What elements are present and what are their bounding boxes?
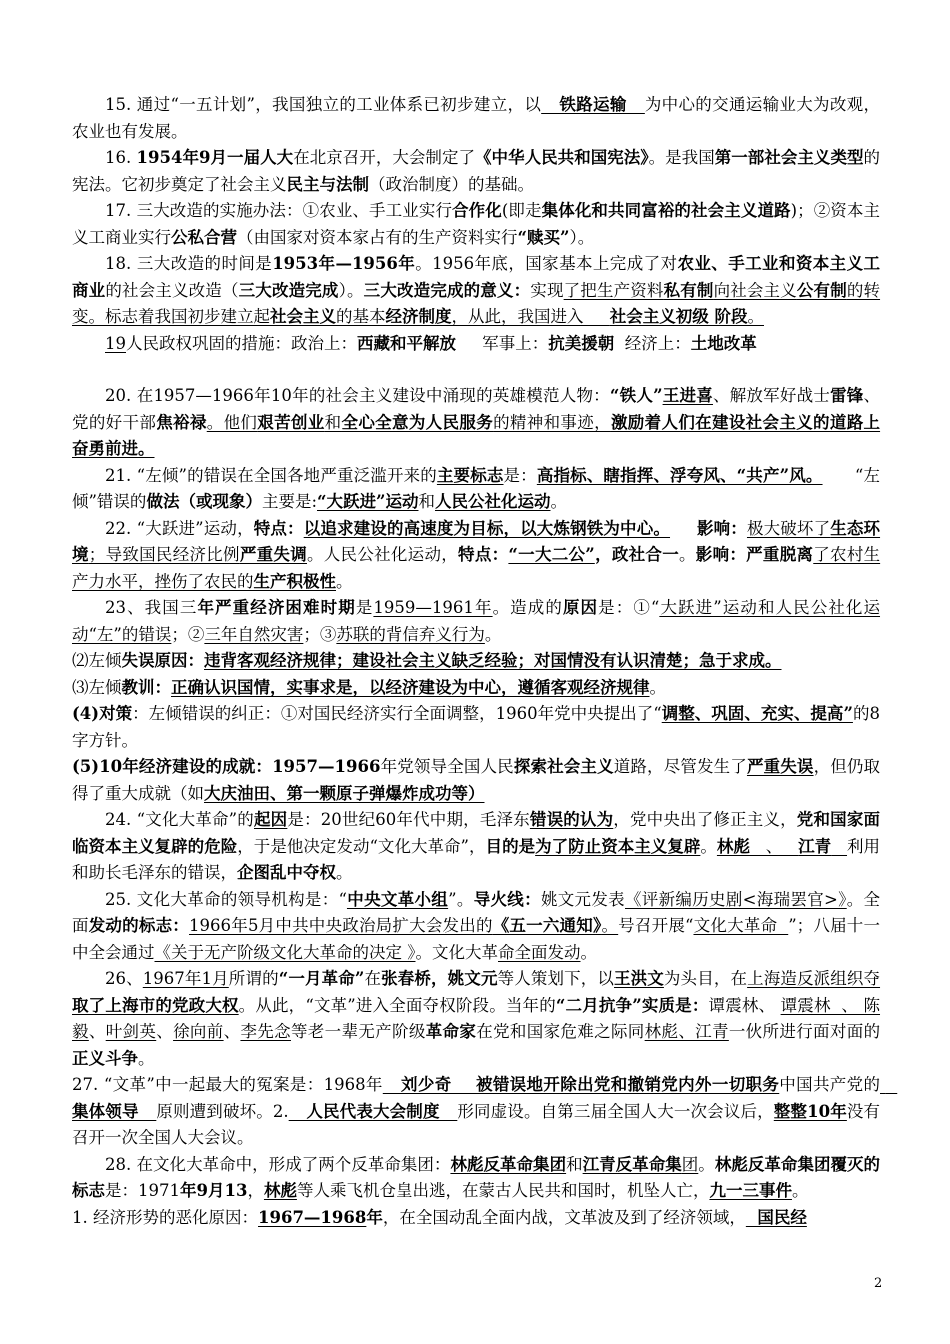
text-run: 是：1971 [105, 1181, 180, 1200]
text-run: 三大改造完成的意义： [363, 280, 531, 300]
text-run: 林彪 [716, 836, 750, 856]
text-run: 三年自然灾害 [204, 624, 304, 644]
text-run: 21. “左倾”的错误在全国各地严重泛滥开来的 [105, 465, 437, 485]
text-run: ，于是他决定发动“文化大革命”， [237, 836, 486, 856]
text-run: 人民代表大会制度 [288, 1101, 458, 1121]
text-run: “大跃进”运动 [317, 492, 419, 511]
text-run: 社会主义初级 阶段 [609, 307, 748, 326]
text-run: 。 [138, 1048, 155, 1068]
text-run: 做法（或现象） [146, 492, 262, 511]
text-run: 苏联的背信弃义行为 [336, 624, 485, 644]
paragraph-p23c [72, 675, 880, 702]
text-run: 、解放军好战士 [712, 386, 831, 405]
text-run: 影响：严重脱离 [695, 545, 814, 564]
text-run: 、党的好干部 [72, 386, 881, 432]
text-run: (即走 [501, 201, 542, 220]
text-run: 的基本 [336, 307, 386, 326]
text-run: 。全面 [72, 889, 881, 935]
paragraph-p23b [72, 648, 880, 675]
text-run: 所谓的 [228, 969, 279, 988]
text-run: 铁路运输 [541, 95, 645, 114]
text-run: ，在全国动乱全面内战，文革波及到了经济领域， [382, 1207, 746, 1227]
text-run: 王洪文 [614, 969, 664, 988]
text-run: 以追求建设的高速度为目标，以大炼钢铁为中心。 [303, 518, 671, 538]
text-run: 人民政权巩固的措施：政治上： [126, 333, 357, 353]
text-run: 林彪反革命集团 [450, 1154, 567, 1174]
text-run: 焦裕禄 [156, 412, 207, 432]
text-run: 、 [88, 1022, 106, 1041]
paragraph-p19 [72, 331, 880, 358]
text-run: 团 [681, 1154, 699, 1174]
text-run: 土地改革 [690, 333, 757, 353]
text-run: 是 [355, 598, 374, 617]
text-run: 和 [324, 412, 342, 432]
text-run: 。造成的 [492, 598, 563, 617]
text-run: 全心全意为人民服务 [341, 412, 494, 432]
text-run: 20. 在1957—1966年10年的社会主义建设中涌现的英雄模范人物： [105, 386, 610, 405]
text-run: 23、我国三 [105, 598, 198, 617]
text-run: 抗美援朝 [548, 333, 615, 353]
text-run: 合作化 [452, 201, 502, 220]
text-run: 。 [550, 492, 567, 511]
text-run: 28. 在文化大革命中，形成了两个反革命集团： [105, 1154, 451, 1174]
text-run: 的转变。标志着我国初步建立起 [72, 280, 881, 326]
text-run: 严重失误 [746, 757, 814, 776]
paragraph-p21 [72, 463, 880, 516]
text-run: 年严重经济困难时期 [197, 598, 356, 617]
text-run: 人民公社化运动 [434, 492, 551, 511]
text-run: 18. 三大改造的时间是 [105, 254, 273, 273]
text-run: ）。 [338, 280, 364, 300]
text-run: 原因 [562, 598, 599, 617]
text-run: （政治制度）的基础。 [369, 174, 534, 194]
text-run: 。人民公社化运动， [306, 545, 459, 564]
text-run: 为头目，在 [663, 969, 748, 988]
text-run: 。 [700, 836, 717, 856]
text-run: 等人策划下，以 [497, 969, 615, 988]
text-run: 主要标志 [436, 465, 504, 485]
text-run: 1967—1968 [258, 1207, 367, 1227]
text-run: ，从此，我国进入 [451, 307, 610, 326]
text-run: 江青反革命集 [582, 1154, 682, 1174]
text-run: 调整、巩固、充实、提高” [661, 704, 853, 723]
text-run: 和 [418, 492, 435, 511]
text-run: 17. 三大改造的实施办法：①农业、手工业实行 [105, 201, 453, 220]
text-run: 。 [747, 307, 764, 326]
text-run: 生产积极性 [253, 571, 336, 591]
text-run: 特点： [458, 545, 509, 564]
text-run: 道路，尽管发生了 [613, 757, 747, 776]
text-run: （由国家对资本家占有的生产资料实行 [237, 227, 518, 247]
text-run: 雷锋 [830, 386, 864, 405]
text-run: 发动的标志： [88, 916, 190, 935]
text-run: 起因 [253, 810, 288, 829]
paragraph-p23 [72, 595, 880, 648]
text-run: 社会主义 [270, 307, 336, 326]
text-run: 李先念 [240, 1022, 291, 1041]
text-run: ；导致国民经济比例 [88, 545, 240, 564]
text-run: 革命家 [425, 1022, 477, 1041]
text-run: 极大破坏了 [746, 518, 831, 538]
text-run: 。从此，“文革”进入全面夺权阶段。当年的 [238, 995, 556, 1015]
text-run: 1953年—1956年 [272, 254, 416, 273]
text-run: 在党和国家危难之际同 [476, 1022, 645, 1041]
paragraph-p29 [72, 1205, 880, 1232]
text-run: 的宪法。它初步奠定了社会主义 [72, 148, 881, 194]
text-run: 。1956年底，国家基本上完成了对 [415, 254, 678, 273]
text-run: 探索社会主义 [513, 757, 614, 776]
text-run: 私有制 [663, 280, 714, 300]
text-run: (5)10年经济建设的成就： [72, 757, 273, 776]
text-run: 。是我国 [648, 148, 715, 167]
text-run: 农业、手工业和资本主义工商业 [72, 254, 880, 300]
text-run: 特点： [253, 518, 304, 538]
paragraph-p23d [72, 701, 880, 754]
text-run: 上海造反派组织夺 [747, 969, 881, 988]
text-run: 失误原因： [121, 651, 204, 670]
paragraph-p17 [72, 198, 880, 251]
paragraph-p16 [72, 145, 880, 198]
text-run: 正义斗争 [72, 1048, 138, 1068]
text-run: 利用和助长毛泽东的错误， [72, 836, 881, 882]
text-run [831, 837, 847, 856]
text-run: 企图乱中夺权 [237, 863, 336, 882]
text-run: ⑵左倾 [72, 651, 122, 670]
text-run: 1. 经济形势的恶化原因： [72, 1207, 258, 1227]
text-run: 民主与法制 [286, 174, 369, 194]
text-run: 谭震林 、 陈毅 [72, 995, 881, 1041]
text-run: 实现 [530, 280, 564, 300]
text-run: “一大二公” [508, 545, 595, 564]
text-run: 整整10年 [773, 1101, 847, 1121]
text-run: 为了防止资本主义复辟 [535, 836, 701, 856]
text-run: 国民经 [745, 1207, 807, 1227]
text-run: )；②资本主义工商业实行 [72, 201, 881, 247]
text-run: 了农村生产力水平，挫伤了农民的 [72, 545, 881, 591]
text-run: 经济上： [614, 333, 691, 353]
text-run: “赎买” [517, 227, 570, 247]
text-run: 1959—1961年 [373, 598, 493, 617]
text-run: 大跃进”运动和人民公社化运动“左”的错误 [72, 598, 881, 644]
text-run: 一伙所进行面对面的 [728, 1022, 881, 1041]
text-run: 林彪、江青 [644, 1022, 729, 1041]
paragraph-p27 [72, 1072, 898, 1152]
text-run: 在 [364, 969, 382, 988]
paragraph-p26 [72, 966, 880, 1072]
paragraph-p22 [72, 516, 880, 596]
text-run: 导火线： [473, 889, 541, 909]
text-run: 刘少奇 被错误地开除出党和撤销党内外一切职务 [382, 1075, 780, 1094]
text-run: 目的是 [485, 836, 536, 856]
text-run: 中央文革小组 [346, 889, 449, 909]
text-run: 25. 文化大革命的领导机构是：“ [105, 889, 347, 909]
text-run: 公有制 [796, 280, 847, 300]
text-run: 错误的认为 [529, 810, 614, 829]
text-run: 。 [601, 916, 619, 935]
text-run: ”。 [448, 889, 474, 909]
text-run: ，政社合一 [594, 545, 679, 564]
text-run: 为中心的交通运输业大为改观，农业也有发展。 [72, 95, 881, 141]
text-run: 《中华人民共和国宪法》 [475, 148, 649, 167]
text-run: ，但仍取得了重大成就（如 [72, 757, 881, 803]
text-run: 《评新编历史剧<海瑞罢官>》 [625, 889, 847, 909]
text-run: 高指标、瞎指挥、浮夸风、“共产”风。 [536, 465, 823, 485]
text-run: 27. “文革”中一起最大的冤案是：1968年 [72, 1075, 383, 1094]
text-run: “二月抗争”实质是： [555, 995, 709, 1015]
text-run: 。 [336, 863, 353, 882]
text-run: 1957—1966 [272, 757, 381, 776]
text-run: (4)对策 [72, 704, 133, 723]
text-run: 集体化和共同富裕的社会主义道路 [541, 201, 791, 220]
text-run: 取了上海市的党政大权 [72, 995, 239, 1015]
text-run: 是：20世纪60年代中期，毛泽东 [287, 810, 530, 829]
text-run: 。他们 [206, 412, 258, 432]
text-run: 26、 [105, 969, 143, 988]
text-run: 西藏和平解放 [357, 333, 456, 353]
text-run: 的社会主义改造（ [105, 280, 239, 300]
text-run: 命全面发动 [498, 942, 581, 962]
text-run: 。 [336, 571, 353, 591]
paragraph-p20 [72, 383, 880, 463]
text-run: 王进喜 [662, 386, 713, 405]
text-run: 1966年5月中共中央政治局扩大会发出的 [189, 916, 493, 935]
text-run: 。 [484, 624, 502, 644]
text-run: 生态环境 [72, 518, 881, 564]
text-run: ”；八届十一中全会通过 [72, 916, 881, 962]
text-run: 姚文元发表 [540, 889, 625, 909]
text-run: 了把生产资料 [563, 280, 664, 300]
text-run: 军事上： [456, 333, 549, 353]
text-run: 。 [580, 942, 597, 962]
text-run: 22. “大跃进”运动， [105, 518, 254, 538]
text-run: 向社会主义 [713, 280, 797, 300]
text-run: 影响： [697, 518, 747, 538]
text-run: 是：①“ [598, 598, 660, 617]
text-run: 年 [366, 1207, 383, 1227]
text-run: 激励着人们在建设社会主义的道路上奋勇前进。 [72, 412, 881, 458]
text-run: 文化大革命 [693, 916, 789, 935]
text-run: “一月革命” [278, 969, 365, 988]
text-run: 等人乘飞机仓皇出逃，在蒙古人民共和国时，机坠人亡， [296, 1181, 710, 1200]
text-run: 徐向前 [173, 1022, 224, 1041]
text-run: 等老一辈无产阶级 [290, 1022, 426, 1041]
text-run: 党和国家面临资本主义复辟的危险 [72, 810, 881, 856]
text-run: 严重失调 [239, 545, 307, 564]
paragraph-p15 [72, 92, 880, 145]
paragraph-p23e [72, 754, 880, 807]
text-run: 违背客观经济规律；建设社会主义缺乏经验；对国情没有认识清楚；急于求成。 [204, 651, 782, 670]
text-run: 1954年9月一届人大 [136, 148, 294, 167]
text-run: ⑶左倾 [72, 677, 122, 697]
text-run: ，党中央出了修正主义， [613, 810, 797, 829]
text-run: 第一部社会主义类型 [714, 148, 864, 167]
document-body [72, 92, 898, 1231]
text-run: 《关于无产阶级文化大革命的决定 》 [154, 942, 416, 962]
text-run: 大庆油田、第一颗原子弹爆炸成功等） [204, 783, 485, 803]
text-run: “左倾”错误的 [72, 465, 881, 511]
text-run: “铁人” [609, 386, 663, 405]
text-run: ；② [171, 624, 205, 644]
text-run: ）。 [569, 227, 595, 247]
text-run: ：左倾错误的纠正：①对国民经济实行全面调整，1960年党中央提出了“ [132, 704, 662, 723]
text-run: 15. 通过“一五计划”，我国独立的工业体系已初步建立，以 [105, 95, 542, 114]
text-run: 《五一六通知》 [492, 916, 602, 935]
text-run: ；③ [303, 624, 337, 644]
text-run: 年党领导全国人民 [380, 757, 514, 776]
text-run: 年9月13 [180, 1181, 248, 1200]
text-run: 经济制度 [385, 307, 452, 326]
text-run: 没有召开一次全国人大会议。 [72, 1101, 881, 1147]
text-run: 公私合营 [171, 227, 237, 247]
text-run: ， [247, 1181, 264, 1200]
text-run [670, 519, 697, 538]
text-run: 。 [678, 545, 696, 564]
text-run: 。 [698, 1154, 715, 1174]
paragraph-p24 [72, 807, 880, 887]
page-number: 2 [874, 1276, 883, 1291]
text-run: 江青 [798, 836, 832, 856]
text-run: 九一三事件 [709, 1181, 792, 1200]
text-run: 1967年1月 [142, 969, 229, 988]
text-run: 是： [503, 465, 537, 485]
text-run: 原则遭到破坏。2. [156, 1101, 289, 1121]
text-run: 16. [105, 148, 137, 167]
text-run: 林彪 [263, 1181, 297, 1200]
text-run: 集体领导 [72, 1075, 898, 1121]
text-run: 。 [649, 677, 666, 697]
text-run: 、 [749, 836, 799, 856]
text-run: 正确认识国情，实事求是，以经济建设为中心，遵循客观经济规律 [171, 677, 650, 697]
text-run: 谭震林、 [708, 995, 781, 1015]
text-run: 、 [223, 1022, 241, 1041]
text-run: 三大改造完成 [238, 280, 339, 300]
text-run: 。文化大革 [415, 942, 498, 962]
text-run: 张春桥，姚文元 [381, 969, 498, 988]
text-run: 24. “文化大革命”的 [105, 810, 254, 829]
text-run: 的精神和事迹， [493, 412, 611, 432]
text-run: 林彪反革命集团覆灭的标志 [72, 1154, 881, 1200]
paragraph-p25 [72, 887, 880, 967]
text-run: 的8字方针。 [72, 704, 880, 750]
text-run: 和 [566, 1154, 583, 1174]
text-run: 、 [156, 1022, 174, 1041]
text-run: 主要是: [261, 492, 317, 511]
text-run: 叶剑英 [105, 1022, 157, 1041]
text-run: 形同虚设。自第三届全国人大一次会议后， [457, 1101, 774, 1121]
paragraph-p28 [72, 1152, 880, 1205]
text-run: 教训： [121, 677, 171, 697]
text-run: 在北京召开，大会制定了 [293, 148, 476, 167]
text-run: 艰苦创业 [257, 412, 325, 432]
text-run: 19 [105, 333, 126, 353]
text-run: 中国共产党的 [779, 1075, 880, 1094]
paragraph-p18 [72, 251, 880, 331]
text-run: 号召开展“ [618, 916, 694, 935]
text-run: 。 [791, 1181, 809, 1200]
